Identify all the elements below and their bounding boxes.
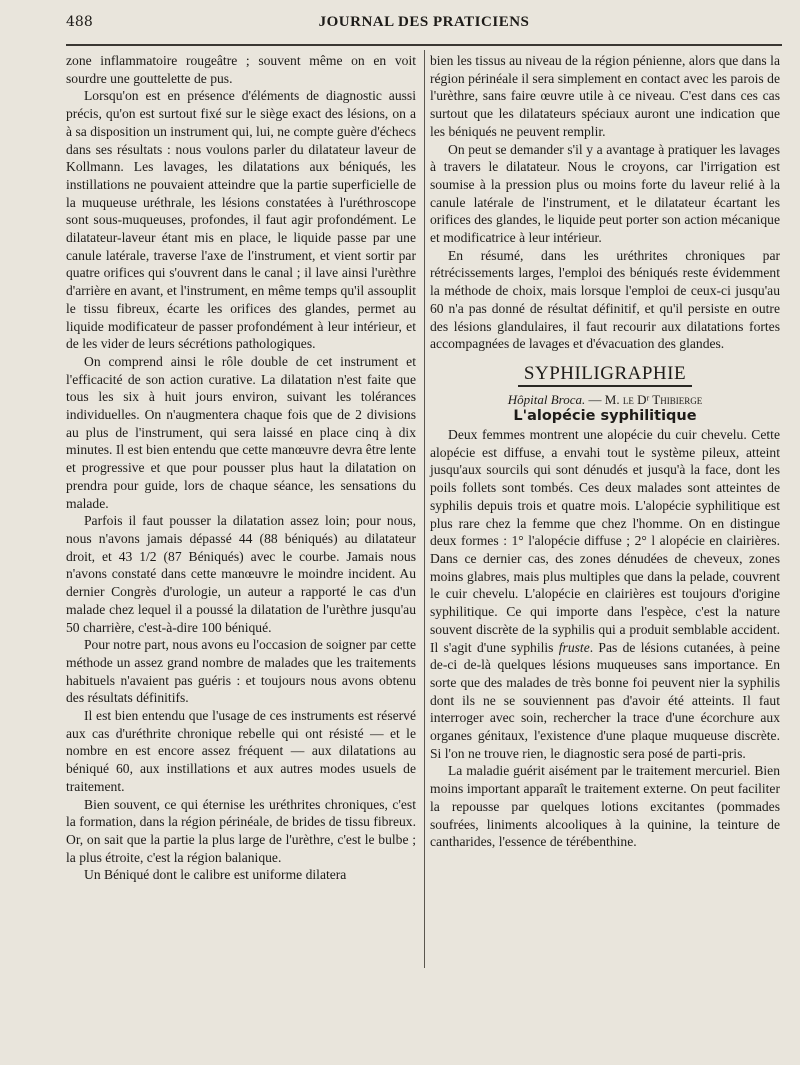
article-title: L'alopécie syphilitique — [513, 408, 697, 425]
byline-hospital: Hôpital Broca. — [507, 391, 586, 407]
page-header — [66, 14, 782, 40]
paragraph: bien les tissus au niveau de la région pénienne, alors que dans la région périnéale il sera simplement en contact avec les parois de l'urèthre, sans faire œuvre utile à ce niveau. C'est dans ces cas surtout que les dilatateurs spéciaux auront une indication que les béniqués ne peuvent remplir. — [430, 53, 780, 139]
page-number: 488 — [66, 14, 93, 30]
paragraph: Bien souvent, ce qui éternise les uréthrites chroniques, c'est la formation, dans la région périnéale, de brides de tissu fibreux. Or, on sait que la partie la plus large de l'urèthre, c'est le bulbe ; la plus étroite, c'est la région balanique. — [66, 796, 416, 865]
paragraph: Un Béniqué dont le calibre est uniforme dilatera — [84, 867, 347, 883]
paragraph: Il est bien entendu que l'usage de ces instruments est réservé aux cas d'uréthrite chronique rebelle qui ont résisté — et le nombre en est encore assez fréquent — aux dilatations au béniqué 60, aux instillations et aux autres modes usuels de traitement. — [66, 708, 416, 794]
paragraph: On peut se demander s'il y a avantage à pratiquer les lavages à travers le dilatateur. Nous le croyons, car l'irrigation est soumise à la pression plus ou moins forte du laveur relié à la canule latérale de l'instrument, et le dilatateur écartant les orifices des glandes, le liquide peut porter son action mécanique et modificatrice à leur intérieur. — [430, 141, 780, 246]
paragraph: En résumé, dans les uréthrites chroniques par rétrécissements larges, l'emploi des béniqués reste évidemment la méthode de choix, mais lorsque l'emploi de ceux-ci jusqu'au 60 n'a pas donné de résultat définitif, et qu'il persiste en outre des lésions glandulaires, il faut recourir aux dilatations fortes accompagnées de lavages et d'évacuation des glandes. — [430, 247, 780, 352]
paragraph: La maladie guérit aisément par le traitement mercuriel. Bien moins important apparaît le traitement externe. On peut faciliter la repousse par quelques lotions excitantes (pommades soufrées, liniments alcooliques à la quinine, la teinture de cantharides, l'essence de térébenthine. — [430, 763, 780, 850]
paragraph: Parfois il faut pousser la dilatation assez loin; pour nous, nous n'avons jamais dépassé 44 (88 béniqués) au dilatateur droit, et 43 1/2 (87 Béniqués) avec le courbe. Jamais nous n'avons constaté dans cette manœuvre le moindre incident. Au dernier Congrès d'urologie, un auteur a rapporté le cas d'un malade chez lequel il a poussé la dilatation de l'urèthre jusqu'au 50 charrière, c'est-à-dire 100 béniqué. — [66, 513, 416, 635]
section-heading-wrap — [430, 362, 780, 387]
header-rule — [66, 44, 782, 46]
paragraph: Lorsqu'on est en présence d'éléments de diagnostic aussi précis, qu'on est surtout fixé sur le siège exact des lésions, on a à sa disposition un instrument qui, lui, ne compte guère d'échecs dans ses résultats : nous voulons parler du dilatateur laveur de Kollmann. Les lavages, les dilatations aux béniqués, les instillations ne pouvaient atteindre que la partie superficielle de la muqueuse uréthrale, les lésions constatées à l'uréthroscope sont sous-muqueuses, profondes, il faut agir profondément. Le dilatateur-laveur étant mis en place, le liquide passe par une canule latérale, traverse l'axe de l'instrument, et vient sortir par quatre orifices qui s'ouvrent dans le canal ; il lave ainsi l'urèthre d'arrière en avant, et l'instrument, en même temps qu'il assouplit le tissu fibreux, écarte les orifices des glandes, permet au liquide modificateur de passer profondément à leur intérieur, et de les vider de leurs sécrétions pathologiques. — [66, 88, 416, 352]
journal-title: JOURNAL DES PRATICIENS — [318, 14, 530, 30]
paragraph: zone inflammatoire rougeâtre ; souvent même on en voit sourdre une gouttelette de pus. — [66, 53, 416, 86]
column-divider — [424, 50, 425, 968]
left-column — [66, 52, 416, 884]
article-byline — [430, 391, 780, 409]
paragraph-text: . Pas de lésions cutanées, à peine de-ci de-là quelques lésions muqueuses sans importance. En sorte que des malades de très bonne foi peuvent nier la syphilis dont ils ne se souviennent pas d'avoir été atteints. Il faut interroger avec soin, rechercher la trace d'une écorchure aux organes génitaux, l'existence d'une plaque muqueuse discrète. Si l'on ne trouve rien, le diagnostic sera posé de parti-pris. — [430, 639, 780, 761]
right-column — [430, 52, 780, 851]
paragraph — [430, 426, 780, 762]
paragraph: Pour notre part, nous avons eu l'occasion de soigner par cette méthode un assez grand nombre de malades que les traitements habituels n'avaient pas guéris : et toujours nous avons obtenu des résultats définitifs. — [66, 637, 416, 706]
italic-term: fruste — [558, 639, 590, 655]
byline-doctor: — M. le Dʳ Thibierge — [588, 391, 703, 407]
section-heading: SYPHILIGRAPHIE — [518, 365, 692, 387]
paragraph: On comprend ainsi le rôle double de cet instrument et l'efficacité de son action curative. La dilatation n'est faite que tous les six à huit jours environ, suivant les tolérances individuelles. On n'augmentera chaque fois que de 2 divisions au plus de l'instrument, qui sera laissé en place cinq à dix minutes. Il est bien entendu que cette manœuvre devra être lente et progressive et que pour pousser plus haut la dilatation on prendra pour guide, lors de chaque séance, les sensations du malade. — [66, 353, 416, 511]
paragraph-text: Deux femmes montrent une alopécie du cuir chevelu. Cette alopécie est diffuse, a envahi tout le système pileux, atteint jusqu'aux sourcils qui sont dénudés et jusqu'à la face, dont les poils follets sont tombés. Ces deux malades sont atteintes de syphilis depuis trois et quatre mois. L'alopécie syphilitique est plus rare chez la femme que chez l'homme. On en distingue deux formes : 1° l'alopécie diffuse ; 2° l alopécie en clairières. Dans ce dernier cas, des zones dénudées de cheveux, zones moins glabres, mais plus multiples que dans la pelade, couvrent le cuir chevelu. L'alopécie en clairières est toujours d'origine syphilitique. Ce qui importe dans l'espèce, c'est la nature souvent discrète de la syphilis qui a produit semblable accident. Il s'agit d'une syphilis — [430, 427, 780, 655]
